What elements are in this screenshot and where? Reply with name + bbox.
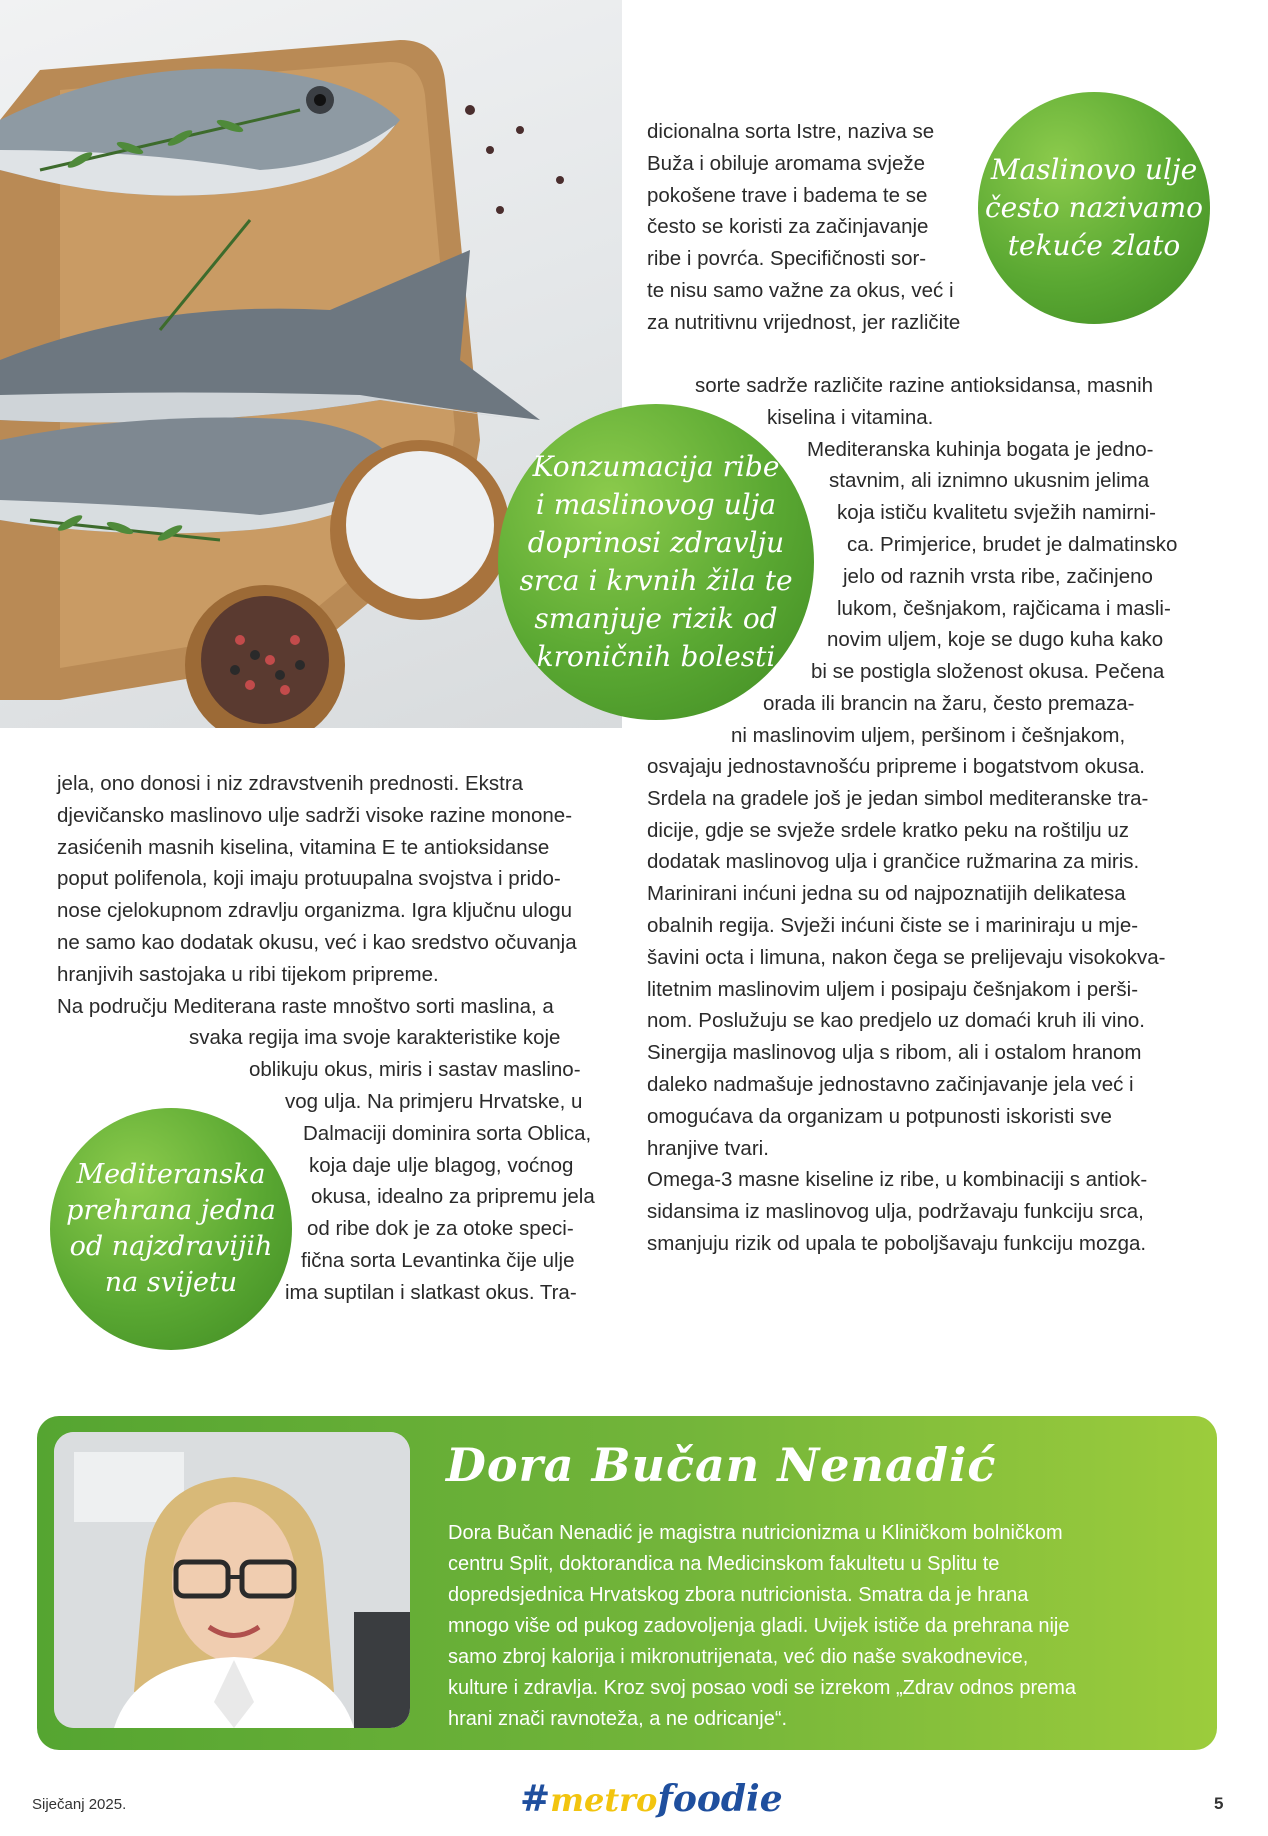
text-line: smanjuju rizik od upala te poboljšavaju funkciju mozga. [647, 1231, 1147, 1255]
text-line: od ribe dok je za otoke speci- [307, 1217, 574, 1241]
text-line: ne samo kao dodatak okusu, već i kao sredstvo očuvanja [57, 930, 577, 954]
callout-fish-oil [498, 404, 814, 720]
page-number: 5 [1214, 1794, 1224, 1813]
text-line: sorte sadrže različite razine antioksidansa, masnih [695, 374, 1154, 397]
text-line: svaka regija ima svoje karakteristike koje [189, 1026, 561, 1050]
author-photo [54, 1432, 410, 1728]
text-line: sidansima iz maslinovog ulja, podržavaju funkciju srca, [647, 1200, 1144, 1224]
text-line: orada ili brancin na žaru, često premaza- [763, 691, 1135, 715]
callout-line: često nazivamo [985, 191, 1203, 224]
callout-line: Maslinovo ulje [990, 153, 1198, 186]
text-line: fična sorta Levantinka čije ulje [301, 1248, 575, 1272]
text-line: ima suptilan i slatkast okus. Tra- [285, 1280, 577, 1304]
callout-line: Mediteranska [76, 1159, 266, 1190]
text-line: osvajaju jednostavnošću pripreme i bogatstvom okusa. [647, 755, 1145, 778]
callout-mediterranean [50, 1108, 292, 1350]
author-description [448, 1518, 1188, 1735]
text-line: šavini octa i limuna, nakon čega se prelijevaju visokokva- [647, 945, 1166, 969]
text-line: omogućava da organizam u potpunosti iskoristi sve [647, 1104, 1112, 1128]
text-line: stavnim, ali iznimno ukusnim jelima [829, 469, 1150, 493]
text-line: nom. Poslužuju se kao predjelo uz domaći kruh ili vino. [647, 1009, 1145, 1033]
text-line: ribe i povrća. Specifičnosti sor- [647, 247, 927, 271]
logo-foodie: foodie [657, 1778, 783, 1820]
text-line: oblikuju okus, miris i sastav maslino- [249, 1058, 581, 1082]
text-line: Marinirani inćuni jedna su od najpoznatijih delikatesa [647, 882, 1126, 906]
text-line: jelo od raznih vrsta ribe, začinjeno [843, 564, 1153, 588]
text-line: obalnih regija. Svježi inćuni čiste se i mariniraju u mje- [647, 913, 1139, 937]
text-line: jela, ono donosi i niz zdravstvenih prednosti. Ekstra [57, 772, 524, 795]
bio-line: kulture i zdravlja. Kroz svoj posao vodi se izrekom „Zdrav odnos prema [448, 1677, 1077, 1699]
text-line: dicije, gdje se svježe srdele kratko peku na roštilju uz [647, 818, 1129, 842]
text-line: te nisu samo važne za okus, već i [647, 278, 954, 302]
text-line: za nutritivnu vrijednost, jer različite [647, 310, 961, 334]
bio-line: centru Split, doktorandica na Medicinskom fakultetu u Splitu te [448, 1553, 1000, 1575]
text-line: Dalmaciji dominira sorta Oblica, [303, 1121, 592, 1145]
text-line: nose cjelokupnom zdravlju organizma. Igra ključnu ulogu [57, 899, 573, 923]
text-line: hranjivih sastojaka u ribi tijekom pripreme. [57, 962, 439, 986]
bio-line: mnogo više od pukog zadovoljenja gladi. Uvijek ističe da prehrana nije [448, 1615, 1070, 1637]
text-line: litetnim maslinovim uljem i posipaju češnjakom i perši- [647, 977, 1139, 1001]
callout-line: Konzumacija ribe [532, 450, 780, 483]
bio-line: hrani znači ravnoteža, a ne odricanje“. [448, 1708, 788, 1730]
text-line: Sinergija maslinovog ulja s ribom, ali i ostalom hranom [647, 1041, 1142, 1065]
callout-line: prehrana jedna [66, 1195, 276, 1226]
article-right-bottom [647, 751, 1207, 1260]
author-name: Dora Bučan Nenadić [446, 1438, 997, 1492]
text-line: Mediteranska kuhinja bogata je jedno- [807, 437, 1154, 461]
bio-line: dopredsjednica Hrvatskog zbora nutricionista. Smatra da je hrana [448, 1584, 1029, 1606]
text-line: djevičansko maslinovo ulje sadrži visoke razine monone- [57, 803, 573, 827]
text-line: pokošene trave i badema te se [647, 183, 928, 207]
text-line: ni maslinovim uljem, peršinom i češnjakom, [731, 723, 1126, 747]
text-line: dicionalna sorta Istre, naziva se [647, 120, 935, 143]
logo-hash: # [520, 1778, 551, 1820]
text-line: koja ističu kvalitetu svježih namirni- [837, 501, 1157, 525]
bio-line: samo zbroj kalorija i mikronutrijenata, već dio naše svakodnevice, [448, 1646, 1029, 1668]
text-line: vog ulja. Na primjeru Hrvatske, u [285, 1089, 583, 1113]
text-line: kiselina i vitamina. [767, 405, 934, 429]
text-line: hranjive tvari. [647, 1136, 769, 1160]
text-line: često se koristi za začinjavanje [647, 215, 929, 239]
text-line: ca. Primjerice, brudet je dalmatinsko [847, 532, 1178, 556]
article-right-top [647, 116, 977, 339]
text-line: daleko nadmašuje jednostavno začinjavanje jela već i [647, 1072, 1134, 1096]
text-line: Omega-3 masne kiseline iz ribe, u kombinaciji s antiok- [647, 1168, 1148, 1192]
text-line: novim uljem, koje se dugo kuha kako [827, 628, 1164, 652]
author-portrait-illustration [54, 1432, 410, 1728]
issue-date: Siječanj 2025. [32, 1796, 127, 1813]
text-line: Srdela na gradele još je jedan simbol mediteranske tra- [647, 786, 1149, 810]
text-line: bi se postigla složenost okusa. Pečena [811, 660, 1165, 684]
text-line: lukom, češnjakom, rajčicama i masli- [837, 596, 1171, 620]
callout-line: tekuće zlato [1007, 229, 1181, 262]
callout-line: srca i krvnih žila te [519, 564, 793, 597]
metrofoodie-logo [520, 1778, 783, 1820]
text-line: koja daje ulje blagog, voćnog [309, 1153, 574, 1177]
callout-olive-oil [978, 92, 1210, 324]
logo-metro: metro [550, 1781, 658, 1819]
callout-line: i maslinovog ulja [535, 488, 777, 521]
callout-line: smanjuje rizik od [534, 602, 778, 635]
text-line: okusa, idealno za pripremu jela [311, 1185, 595, 1209]
callout-line: na svijetu [104, 1267, 238, 1298]
text-line: Buža i obiluje aromama svježe [647, 151, 926, 175]
bio-line: Dora Bučan Nenadić je magistra nutricionizma u Kliničkom bolničkom [448, 1522, 1063, 1544]
callout-line: kroničnih bolesti [536, 640, 776, 673]
text-line: poput polifenola, koji imaju protuupalna svojstva i prido- [57, 867, 561, 891]
callout-line: doprinosi zdravlju [527, 526, 785, 559]
text-line: dodatak maslinovog ulja i grančice ružmarina za miris. [647, 850, 1140, 874]
text-line: Na području Mediterana raste mnoštvo sorti maslina, a [57, 994, 554, 1018]
text-line: zasićenih masnih kiselina, vitamina E te antioksidanse [57, 835, 550, 859]
callout-line: od najzdravijih [69, 1231, 273, 1262]
